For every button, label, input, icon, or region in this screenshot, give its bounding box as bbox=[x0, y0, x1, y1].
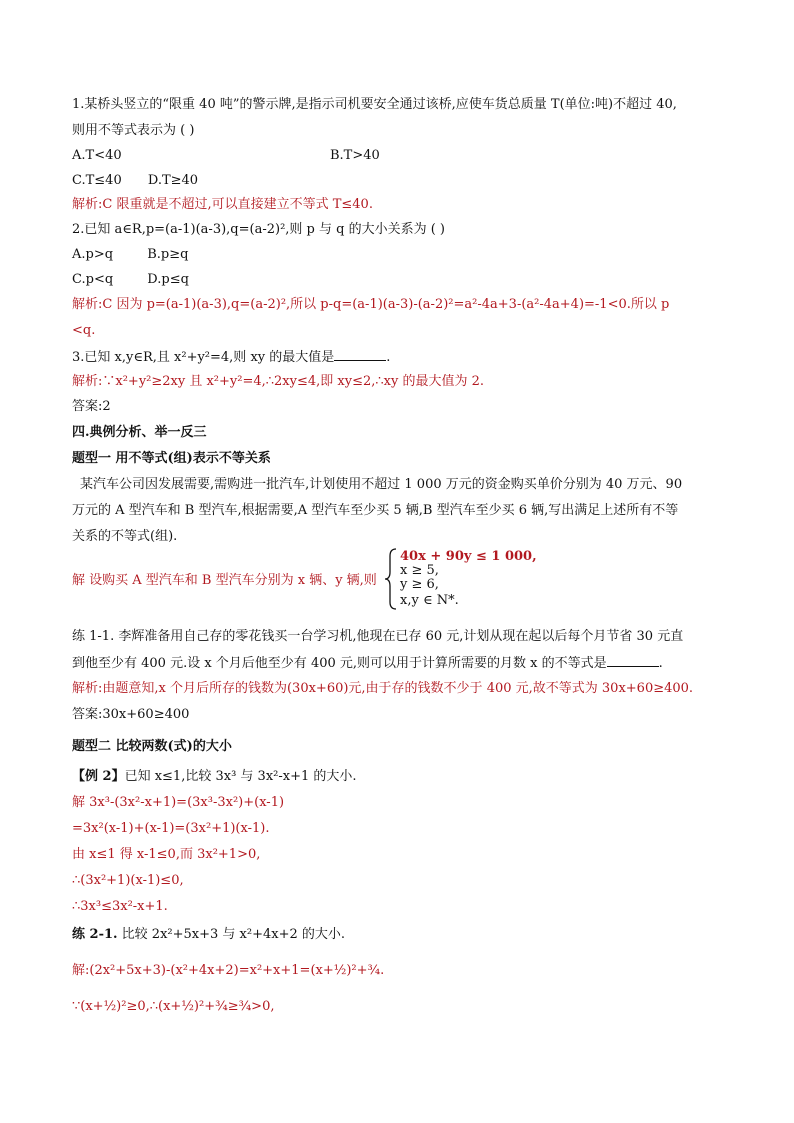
q1-stem-line1: 1.某桥头竖立的“限重 40 吨”的警示牌,是指示司机要安全通过该桥,应使车货总质量 T(单位:吨)不超过 40, bbox=[72, 97, 677, 112]
system-eq-1: 40x + 90y ≤ 1 000, bbox=[400, 549, 537, 564]
example-2-sol-line5: ∴3x³≤3x²-x+1. bbox=[72, 899, 168, 914]
q2-analysis-line2: <q. bbox=[72, 323, 96, 338]
practice-2-1-title: 练 2-1. bbox=[72, 927, 118, 942]
type1-title: 题型一 用不等式(组)表示不等关系 bbox=[72, 451, 271, 466]
practice-2-1-sol2: ∵(x+½)²≥0,∴(x+½)²+¾≥¾>0, bbox=[72, 999, 275, 1014]
q1-option-b: B.T>40 bbox=[330, 148, 380, 163]
practice-1-1-line1: 练 1-1. 李辉准备用自己存的零花钱买一台学习机,他现在已存 60 元,计划从现在起以后每个月节省 30 元直 bbox=[72, 629, 684, 644]
q1-options-row1 bbox=[72, 147, 380, 165]
q2-options-row1 bbox=[72, 246, 188, 264]
system-eq-2: x ≥ 5, bbox=[400, 563, 439, 578]
practice-1-1-analysis: 解析:由题意知,x 个月后所存的钱数为(30x+60)元,由于存的钱数不少于 400 元,故不等式为 30x+60≥400. bbox=[72, 681, 694, 696]
type1-problem-line3: 关系的不等式(组). bbox=[72, 529, 178, 544]
q3-answer-blank bbox=[334, 348, 386, 361]
q3-stem bbox=[72, 348, 390, 367]
practice-1-1-answer: 答案:30x+60≥400 bbox=[72, 707, 190, 722]
type2-title: 题型二 比较两数(式)的大小 bbox=[72, 739, 232, 754]
example-2-sol-line2: =3x²(x-1)+(x-1)=(3x²+1)(x-1). bbox=[72, 821, 270, 836]
q2-option-a: A.p>q bbox=[72, 247, 114, 262]
q2-option-d: D.p≤q bbox=[147, 272, 189, 287]
q1-option-d: D.T≥40 bbox=[147, 173, 199, 188]
example-2-label: 【例 2】 bbox=[72, 769, 125, 784]
system-eq-3: y ≥ 6, bbox=[400, 577, 439, 592]
q2-option-c: C.p<q bbox=[72, 272, 114, 287]
example-2-sol-line1: 解 3x³-(3x²-x+1)=(3x³-3x²)+(x-1) bbox=[72, 795, 285, 810]
example-2-sol-line4: ∴(3x²+1)(x-1)≤0, bbox=[72, 873, 184, 888]
q2-option-b: B.p≥q bbox=[147, 247, 189, 262]
q1-options-row2 bbox=[72, 172, 198, 190]
q2-options-row2 bbox=[72, 271, 189, 289]
q3-stem-text: 3.已知 x,y∈R,且 x²+y²=4,则 xy 的最大值是 bbox=[72, 350, 335, 365]
practice-2-1 bbox=[72, 926, 345, 944]
practice-2-1-sol1: 解:(2x²+5x+3)-(x²+4x+2)=x²+x+1=(x+½)²+¾. bbox=[72, 963, 385, 978]
q3-stem-period: . bbox=[386, 350, 391, 365]
practice-2-1-text: 比较 2x²+5x+3 与 x²+4x+2 的大小. bbox=[117, 927, 346, 942]
example-2 bbox=[72, 768, 357, 786]
practice-1-1-text: 到他至少有 400 元.设 x 个月后他至少有 400 元,则可以用于计算所需要的月数 x 的不等式是 bbox=[72, 656, 607, 671]
q3-answer: 答案:2 bbox=[72, 399, 111, 414]
system-eq-4: x,y ∈ N*. bbox=[400, 593, 459, 608]
example-2-text: 已知 x≤1,比较 3x³ 与 3x²-x+1 的大小. bbox=[124, 769, 357, 784]
type1-solution-prefix: 解 设购买 A 型汽车和 B 型汽车分别为 x 辆、y 辆,则 bbox=[72, 573, 377, 588]
type1-problem-line1: 某汽车公司因发展需要,需购进一批汽车,计划使用不超过 1 000 万元的资金购买单价分别为 40 万元、90 bbox=[80, 477, 683, 492]
q1-stem-line2: 则用不等式表示为 ( ) bbox=[72, 123, 195, 138]
type1-problem-line2: 万元的 A 型汽车和 B 型汽车,根据需要,A 型汽车至少买 5 辆,B 型汽车至少买 6 辆,写出满足上述所有不等 bbox=[72, 503, 679, 518]
section-title: 四.典例分析、举一反三 bbox=[72, 425, 207, 440]
practice-1-1-period: . bbox=[658, 656, 663, 671]
q2-stem: 2.已知 a∈R,p=(a-1)(a-3),q=(a-2)²,则 p 与 q 的大小关系为 ( ) bbox=[72, 222, 445, 237]
q1-option-c: C.T≤40 bbox=[72, 173, 122, 188]
q1-option-a: A.T<40 bbox=[72, 148, 122, 163]
q3-analysis: 解析:∵x²+y²≥2xy 且 x²+y²=4,∴2xy≤4,即 xy≤2,∴xy 的最大值为 2. bbox=[72, 374, 484, 389]
system-brace bbox=[384, 548, 398, 610]
example-2-sol-line3: 由 x≤1 得 x-1≤0,而 3x²+1>0, bbox=[72, 847, 261, 862]
practice-1-1-blank bbox=[607, 654, 659, 667]
q2-analysis-line1: 解析:C 因为 p=(a-1)(a-3),q=(a-2)²,所以 p-q=(a-1)(a-3)-(a-2)²=a²-4a+3-(a²-4a+4)=-1<0.所以 p bbox=[72, 297, 670, 312]
practice-1-1-line2 bbox=[72, 654, 663, 673]
q1-analysis: 解析:C 限重就是不超过,可以直接建立不等式 T≤40. bbox=[72, 197, 373, 212]
